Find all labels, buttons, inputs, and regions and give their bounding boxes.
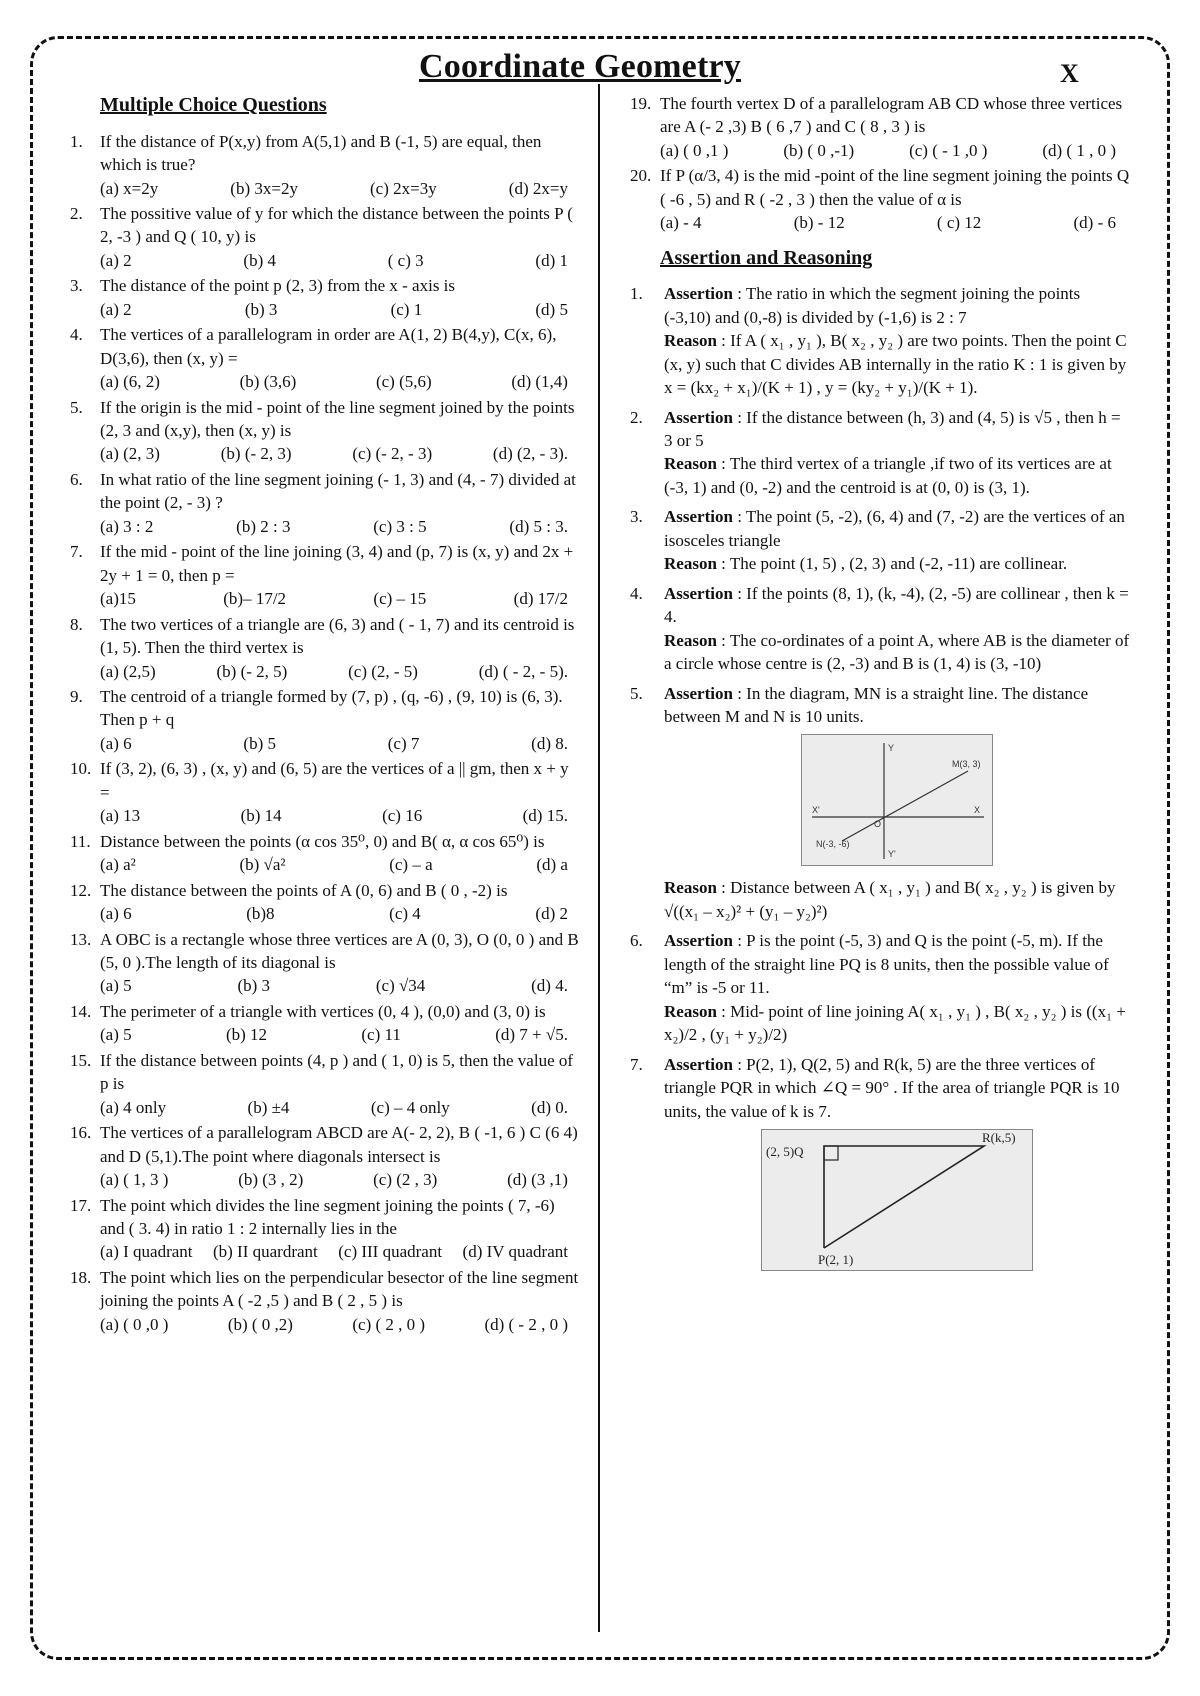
question-body: [100, 202, 582, 272]
option: (c) 4: [389, 904, 421, 924]
option: (d) 5: [535, 299, 568, 319]
fig5-label-y_neg: Y': [888, 849, 896, 860]
reason-label: Reason: [664, 554, 717, 574]
assertion-line: [664, 406, 1130, 453]
column-divider: [598, 84, 600, 1632]
assertion-line: [664, 282, 1130, 329]
option: (b) - 12: [793, 213, 845, 233]
option: (a) 2: [100, 299, 132, 319]
assertion-body: [664, 505, 1130, 575]
question-number: 20.: [630, 166, 652, 186]
question-options: [100, 370, 582, 393]
option: (b) 2 : 3: [236, 516, 291, 536]
option: (c) √34: [375, 976, 426, 996]
assertion-text: : The ratio in which the segment joining the points (-3,10) and (0,-8) is divided by (-1,6) is 2 : 7: [664, 284, 1081, 327]
option: ( c) 12: [936, 213, 982, 233]
question-text: If P (α/3, 4) is the mid -point of the line segment joining the points Q ( -6 , 5) and R ( -2 , 3 ) then the value of α is: [660, 166, 1130, 209]
option: (d) IV quadrant: [462, 1242, 568, 1262]
assertion-text: : In the diagram, MN is a straight line. The distance between M and N is 10 units.: [664, 683, 1089, 727]
fig7-label-r: R(k,5): [982, 1130, 1016, 1145]
reason-line: [664, 1000, 1130, 1047]
reason-line: [664, 552, 1130, 575]
option: (a) (2, 3): [100, 444, 160, 464]
reason-text: : The co-ordinates of a point A, where AB is the diameter of a circle whose centre is (2, -3) and B is (1, 4) is (3, -10): [664, 630, 1130, 674]
option: (a) I quadrant: [100, 1242, 193, 1262]
assertion-item: [630, 406, 1130, 500]
fig5-label-m: M(3, 3): [952, 759, 981, 770]
question-text: The distance between the points of A (0, 6) and B ( 0 , -2) is: [100, 880, 508, 900]
question-text: If the distance of P(x,y) from A(5,1) and B (-1, 5) are equal, then which is true?: [100, 131, 542, 175]
question-body: [100, 274, 582, 321]
question-item: [70, 202, 582, 272]
question-options: [100, 1023, 582, 1046]
assertion-label: Assertion: [664, 1054, 733, 1074]
option: (b) (- 2, 5): [216, 661, 288, 681]
question-body: [100, 1000, 582, 1047]
question-body: [100, 130, 582, 200]
question-body: [100, 1266, 582, 1336]
assertion-number: 3.: [630, 507, 643, 527]
assertion-reasoning-list: [630, 282, 1130, 1281]
question-item: [70, 130, 582, 200]
option: (c) (- 2, - 3): [352, 444, 433, 464]
option: (b) ( 0 ,-1): [783, 140, 855, 160]
option: (d) ( - 2, - 5).: [478, 661, 568, 681]
option: (c) 1: [390, 299, 423, 319]
question-body: [100, 613, 582, 683]
question-body: [100, 879, 582, 926]
option: (b) 4: [243, 250, 276, 270]
option: (d) (1,4): [511, 372, 568, 392]
assertion-body: [664, 406, 1130, 500]
question-options: [100, 515, 582, 538]
option: (b) 5: [243, 733, 276, 753]
question-body: [100, 396, 582, 466]
question-item: [70, 1000, 582, 1047]
option: (a) 6: [100, 904, 132, 924]
assertion-label: Assertion: [664, 507, 733, 527]
question-item: [70, 468, 582, 538]
option: (b) 3: [244, 299, 278, 319]
question-text: The vertices of a parallelogram in order are A(1, 2) B(4,y), C(x, 6), D(3,6), then (x, y) =: [100, 325, 557, 368]
question-number: 9.: [70, 687, 83, 707]
mn-line-diagram: [801, 734, 993, 866]
question-body: [660, 164, 1130, 234]
option: (b) 3x=2y: [230, 178, 298, 198]
question-text: The point which divides the line segment joining the points ( 7, -6) and ( 3. 4) in ratio 1 : 2 internally lies in the: [100, 1195, 555, 1238]
question-body: [660, 92, 1130, 162]
option: (b) 14: [240, 806, 282, 826]
option: (a) a²: [100, 855, 136, 875]
assertion-number: 2.: [630, 407, 643, 427]
question-number: 7.: [70, 542, 83, 562]
question-body: [100, 540, 582, 610]
option: (c) – 15: [373, 589, 427, 609]
question-text: Distance between the points (α cos 35⁰, 0) and B( α, α cos 65⁰) is: [100, 831, 545, 851]
question-item: [630, 92, 1130, 162]
option: (a) (6, 2): [100, 372, 160, 392]
question-text: If (3, 2), (6, 3) , (x, y) and (6, 5) are the vertices of a || gm, then x + y =: [100, 759, 569, 802]
option: (a) ( 0 ,1 ): [660, 140, 729, 160]
option: (d) ( 1 , 0 ): [1042, 140, 1116, 160]
option: (d) 8.: [531, 733, 568, 753]
question-options: [100, 1096, 582, 1119]
question-options: [100, 902, 582, 925]
pqr-triangle-diagram: [761, 1129, 1033, 1271]
question-number: 18.: [70, 1267, 92, 1287]
question-body: [100, 468, 582, 538]
question-number: 14.: [70, 1001, 92, 1021]
question-options: [100, 177, 582, 200]
reason-text: : The point (1, 5) , (2, 3) and (-2, -11) are collinear.: [721, 554, 1068, 574]
option: (a) x=2y: [100, 178, 159, 198]
question-item: [70, 1049, 582, 1119]
option: (b) √a²: [239, 855, 286, 875]
question-body: [100, 1049, 582, 1119]
option: (d) ( - 2 , 0 ): [484, 1314, 568, 1334]
question-item: [70, 928, 582, 998]
option: (a) 13: [100, 806, 141, 826]
assertion-item: [630, 582, 1130, 676]
question-number: 17.: [70, 1195, 92, 1215]
option: ( c) 3: [387, 250, 424, 270]
option: (b)– 17/2: [223, 589, 287, 609]
question-item: [70, 323, 582, 393]
option: (b) (3,6): [239, 372, 297, 392]
assertion-line: [664, 505, 1130, 552]
question-options: [100, 587, 582, 610]
assertion-number: 1.: [630, 284, 643, 304]
option: (c) 11: [361, 1025, 401, 1045]
assertion-label: Assertion: [664, 407, 733, 427]
fig5-label-x_pos: X: [974, 805, 981, 816]
option: (b)8: [246, 904, 275, 924]
question-number: 5.: [70, 397, 83, 417]
assertion-body: [664, 682, 1130, 924]
assertion-number: 4.: [630, 583, 643, 603]
question-options: [100, 732, 582, 755]
option: (c) (2, - 5): [348, 661, 418, 681]
question-text: The perimeter of a triangle with vertices (0, 4 ), (0,0) and (3, 0) is: [100, 1001, 546, 1021]
question-text: The fourth vertex D of a parallelogram AB CD whose three vertices are A (- 2 ,3) B ( 6 ,7 ) and C ( 8 , 3 ) is: [660, 94, 1123, 137]
option: (d) 2: [535, 904, 568, 924]
assertion-label: Assertion: [664, 284, 733, 304]
question-item: [70, 1121, 582, 1191]
assertion-line: [664, 682, 1130, 729]
option: (d) (2, - 3).: [492, 444, 568, 464]
question-number: 4.: [70, 325, 83, 345]
option: (c) 2x=3y: [370, 178, 437, 198]
option: (c) – 4 only: [370, 1097, 450, 1117]
reason-line: [664, 876, 1130, 923]
reason-text: : The third vertex of a triangle ,if two of its vertices are at (-3, 1) and (0, -2) and the centroid is at (0, 0) is (3, 1).: [664, 454, 1112, 497]
option: (c) – a: [389, 855, 433, 875]
option: (a) 6: [100, 733, 132, 753]
question-options: [660, 139, 1130, 162]
question-number: 13.: [70, 929, 92, 949]
option: (d) 0.: [531, 1097, 568, 1117]
option: (c) (5,6): [375, 372, 432, 392]
assertion-text: : P is the point (-5, 3) and Q is the point (-5, m). If the length of the straight line PQ is 8 units, then the possible value of “m” is -5 or 11.: [664, 931, 1109, 998]
assertion-label: Assertion: [664, 583, 733, 603]
question-body: [100, 1121, 582, 1191]
question-body: [100, 928, 582, 998]
question-number: 2.: [70, 203, 83, 223]
question-item: [630, 164, 1130, 234]
question-number: 19.: [630, 94, 652, 113]
option: (b) 12: [225, 1025, 268, 1045]
question-item: [70, 396, 582, 466]
question-options: [100, 853, 582, 876]
option: (d) 15.: [522, 806, 568, 826]
fig5-label-n: N(-3, -6): [816, 839, 850, 850]
assertion-line: [664, 1053, 1130, 1123]
fig5-label-y: Y: [888, 743, 895, 754]
question-body: [100, 1194, 582, 1264]
question-number: 1.: [70, 131, 83, 151]
option: (a) ( 1, 3 ): [100, 1170, 169, 1190]
option: (a) - 4: [660, 213, 702, 233]
option: (b) (- 2, 3): [220, 444, 292, 464]
option: (c) 16: [382, 806, 423, 826]
option: (a) ( 0 ,0 ): [100, 1314, 169, 1334]
option: (c) ( 2 , 0 ): [352, 1314, 426, 1334]
assertion-number: 6.: [630, 931, 643, 951]
question-item: [70, 274, 582, 321]
fig5-label-origin: O: [874, 819, 882, 830]
mcq-list: [70, 130, 582, 1337]
option: (d) 7 + √5.: [495, 1025, 568, 1045]
question-number: 3.: [70, 276, 83, 296]
reason-label: Reason: [664, 878, 717, 898]
reason-text: : If A ( x₁ , y₁ ), B( x₂ , y₂ ) are two points. Then the point C (x, y) such that C divides AB internally in the ratio K : 1 is given by x = (kx₂ + x₁)/(K + 1) , y = (ky₂ + y₁)/(K + 1).: [664, 331, 1127, 398]
option: (c) III quadrant: [338, 1242, 443, 1262]
question-body: [100, 830, 582, 877]
reason-label: Reason: [664, 454, 717, 474]
question-options: [100, 298, 582, 321]
question-text: The point which lies on the perpendicular besector of the line segment joining the points A ( -2 ,5 ) and B ( 2 , 5 ) is: [100, 1267, 579, 1311]
mcq-heading: Multiple Choice Questions: [100, 94, 327, 116]
reason-line: [664, 452, 1130, 499]
option: (c) ( - 1 ,0 ): [909, 140, 988, 160]
reason-text: : Distance between A ( x₁ , y₁ ) and B( x₂ , y₂ ) is given by √((x₁ – x₂)² + (y₁ – y₂)²): [664, 878, 1116, 921]
question-text: The possitive value of y for which the distance between the points P ( 2, -3 ) and Q ( 10, y) is: [100, 203, 573, 247]
option: (a) 2: [100, 250, 132, 270]
reason-label: Reason: [664, 1001, 717, 1021]
option: (a) 4 only: [100, 1097, 167, 1117]
assertion-item: [630, 682, 1130, 924]
question-options: [100, 249, 582, 272]
question-text: The two vertices of a triangle are (6, 3) and ( - 1, 7) and its centroid is (1, 5). Then the third vertex is: [100, 614, 575, 658]
option: (d) (3 ,1): [507, 1170, 568, 1190]
question-text: If the mid - point of the line joining (3, 4) and (p, 7) is (x, y) and 2x + 2y + 1 = 0, then p =: [100, 542, 574, 585]
assertion-text: : If the distance between (h, 3) and (4, 5) is √5 , then h = 3 or 5: [664, 407, 1121, 451]
option: (d) a: [536, 855, 568, 875]
option: (a) 5: [100, 1025, 132, 1045]
option: (d) 17/2: [513, 589, 568, 609]
option: (c) (2 , 3): [373, 1170, 438, 1190]
question-options: [100, 804, 582, 827]
assertion-body: [664, 582, 1130, 676]
assertion-text: : If the points (8, 1), (k, -4), (2, -5) are collinear , then k = 4.: [664, 583, 1129, 627]
question-body: [100, 685, 582, 755]
option: (d) 2x=y: [508, 178, 568, 198]
assertion-body: [664, 929, 1130, 1046]
question-text: In what ratio of the line segment joining (- 1, 3) and (4, - 7) divided at the point (2, - 3) ?: [100, 469, 576, 513]
question-text: If the origin is the mid - point of the line segment joined by the points (2, 3 and (x,y), then (x, y) is: [100, 397, 575, 441]
reason-label: Reason: [664, 331, 717, 351]
question-number: 16.: [70, 1123, 92, 1143]
question-body: [100, 757, 582, 827]
question-options: [100, 1240, 582, 1263]
question-item: [70, 757, 582, 827]
mcq-list-continued: [630, 92, 1130, 235]
option: (b) (3 , 2): [238, 1170, 304, 1190]
assertion-item: [630, 505, 1130, 575]
question-text: The vertices of a parallelogram ABCD are A(- 2, 2), B ( -1, 6 ) C (6 4) and D (5,1).The point where diagonals intersect is: [100, 1123, 578, 1166]
reason-line: [664, 329, 1130, 399]
assertion-label: Assertion: [664, 931, 733, 951]
option: (b) II quardrant: [212, 1242, 318, 1262]
reason-text: : Mid- point of line joining A( x₁ , y₁ ) , B( x₂ , y₂ ) is ((x₁ + x₂)/2 , (y₁ + y₂)/2): [664, 1001, 1126, 1045]
option: (a)15: [100, 589, 136, 609]
question-number: 12.: [70, 880, 92, 900]
question-text: The distance of the point p (2, 3) from the x - axis is: [100, 276, 456, 296]
assertion-number: 7.: [630, 1054, 643, 1074]
question-item: [70, 1194, 582, 1264]
question-item: [70, 1266, 582, 1336]
question-options: [100, 660, 582, 683]
assertion-reasoning-heading: Assertion and Reasoning: [660, 246, 873, 269]
assertion-label: Assertion: [664, 683, 733, 703]
left-column: [70, 92, 582, 1338]
assertion-text: : P(2, 1), Q(2, 5) and R(k, 5) are the three vertices of triangle PQR in which ∠Q = 90° . If the area of triangle PQR is 10 units, the value of k is 7.: [664, 1054, 1120, 1121]
assertion-body: [664, 282, 1130, 399]
question-options: [100, 442, 582, 465]
question-options: [100, 1313, 582, 1336]
question-options: [100, 974, 582, 997]
option: (b) ±4: [247, 1097, 290, 1117]
assertion-item: [630, 282, 1130, 399]
question-item: [70, 830, 582, 877]
option: (d) 5 : 3.: [509, 516, 568, 536]
question-options: [100, 1168, 582, 1191]
fig5-label-x_neg: X': [812, 805, 820, 816]
question-text: A OBC is a rectangle whose three vertices are A (0, 3), O (0, 0 ) and B (5, 0 ).The length of its diagonal is: [100, 929, 579, 972]
question-item: [70, 685, 582, 755]
reason-line: [664, 629, 1130, 676]
option: (c) 3 : 5: [373, 516, 427, 536]
question-number: 15.: [70, 1050, 92, 1070]
option: (d) - 6: [1073, 213, 1116, 233]
option: (b) ( 0 ,2): [227, 1314, 293, 1334]
question-item: [70, 613, 582, 683]
option: (b) 3: [237, 976, 271, 996]
class-label: X: [1060, 59, 1079, 88]
question-text: The centroid of a triangle formed by (7, p) , (q, -6) , (9, 10) is (6, 3). Then p + q: [100, 687, 563, 730]
reason-label: Reason: [664, 630, 717, 650]
question-number: 6.: [70, 469, 83, 489]
right-column: [630, 92, 1130, 1287]
question-number: 8.: [70, 614, 83, 634]
assertion-line: [664, 582, 1130, 629]
option: (a) 3 : 2: [100, 516, 154, 536]
question-item: [70, 879, 582, 926]
assertion-line: [664, 929, 1130, 999]
question-number: 11.: [70, 831, 91, 851]
option: (c) 7: [387, 733, 420, 753]
option: (d) 1: [535, 250, 568, 270]
question-text: If the distance between points (4, p ) and ( 1, 0) is 5, then the value of p is: [100, 1050, 574, 1094]
assertion-body: [664, 1053, 1130, 1281]
option: (a) 5: [100, 976, 132, 996]
question-body: [100, 323, 582, 393]
assertion-item: [630, 1053, 1130, 1281]
fig7-label-p: P(2, 1): [818, 1252, 854, 1267]
page-title: Coordinate Geometry: [419, 48, 741, 85]
question-number: 10.: [70, 759, 92, 779]
question-item: [70, 540, 582, 610]
option: (d) 4.: [531, 976, 568, 996]
assertion-number: 5.: [630, 683, 643, 703]
question-options: [660, 211, 1130, 234]
fig7-label-q: (2, 5)Q: [766, 1144, 804, 1159]
assertion-item: [630, 929, 1130, 1046]
option: (a) (2,5): [100, 661, 156, 681]
assertion-text: : The point (5, -2), (6, 4) and (7, -2) are the vertices of an isosceles triangle: [664, 507, 1125, 550]
